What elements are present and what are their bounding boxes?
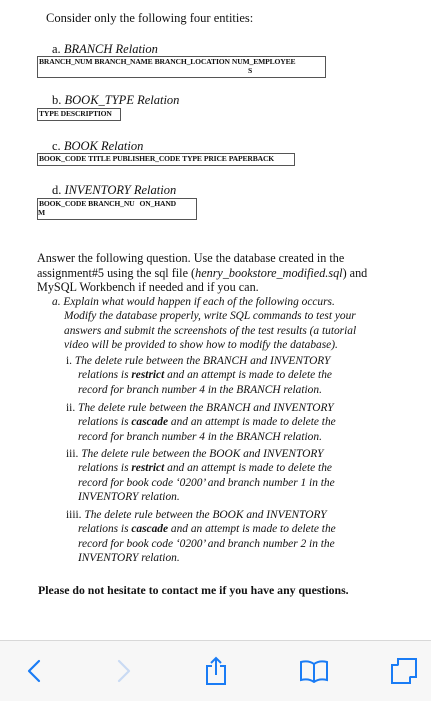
book-type-table-header — [37, 108, 121, 121]
entity-label: b. — [52, 93, 65, 107]
question-line: MySQL Workbench if needed and if you can. — [37, 280, 259, 295]
column-header: TYPE — [182, 154, 202, 163]
column-header: PAPERBACK — [228, 154, 275, 163]
forward-icon[interactable] — [104, 651, 144, 691]
column-header: BRANCH_NU — [88, 199, 135, 208]
book-table-header — [37, 153, 295, 166]
column-header: BRANCH_NUM — [39, 57, 93, 66]
item-text: INVENTORY relation. — [78, 551, 180, 564]
entity-name: BRANCH Relation — [63, 42, 158, 56]
question-text: assignment#5 using the sql file ( — [37, 265, 196, 280]
item-number: i. — [66, 355, 75, 367]
rule-keyword: cascade — [131, 416, 169, 429]
column-header-wrap: S — [248, 66, 253, 75]
bookmarks-icon[interactable] — [294, 651, 334, 691]
item-text: and an attempt is made to delete the — [168, 416, 336, 429]
column-header-wrap: M — [38, 208, 46, 217]
intro-text: Consider only the following four entities: — [46, 11, 254, 25]
column-header: BRANCH_NAME — [94, 57, 153, 66]
column-header: TITLE — [88, 154, 111, 163]
item-text: The delete rule between the BRANCH and INVENTORY — [78, 402, 334, 414]
item-text: record for branch number 4 in the BRANCH relation. — [78, 430, 322, 443]
entity-branch-title — [52, 42, 158, 57]
item-number: iii. — [66, 448, 82, 460]
task-line: Modify the database properly, write SQL commands to test your — [64, 310, 356, 323]
question-line: Answer the following question. Use the database created in the — [37, 251, 345, 265]
item-text: The delete rule between the BOOK and INVENTORY — [81, 448, 324, 460]
column-header: DESCRIPTION — [60, 109, 112, 118]
task-line: a. Explain what would happen if each of the following occurs. — [52, 296, 335, 308]
item-text: record for branch number 4 in the BRANCH relation. — [78, 383, 322, 396]
entity-inventory-title — [52, 183, 176, 198]
item-text: The delete rule between the BRANCH and INVENTORY — [74, 355, 331, 367]
item-text: INVENTORY relation. — [78, 490, 180, 503]
entity-label: c. — [52, 139, 64, 153]
column-header: NUM_EMPLOYEE — [231, 57, 296, 66]
item-text: The delete rule between the BOOK and INVENTORY — [84, 509, 327, 521]
entity-book-type-title — [52, 93, 179, 108]
entity-name: INVENTORY Relation — [64, 183, 177, 197]
item-text: record for book code ‘0200’ and branch number 1 in the — [78, 476, 335, 489]
column-header: BOOK_CODE — [39, 154, 87, 163]
entity-book-title — [52, 139, 143, 154]
list-item — [66, 447, 396, 504]
list-item — [66, 354, 396, 397]
column-header: TYPE — [39, 109, 59, 118]
entity-name: BOOK Relation — [63, 139, 144, 153]
column-header: PUBLISHER_CODE — [112, 154, 181, 163]
share-icon[interactable] — [196, 651, 236, 691]
back-icon[interactable] — [14, 651, 54, 691]
item-text: and an attempt is made to delete the — [168, 523, 336, 536]
question-paragraph — [37, 251, 377, 295]
rule-keyword: cascade — [131, 523, 169, 536]
rule-keyword: restrict — [131, 369, 165, 382]
column-header: BOOK_CODE — [39, 199, 87, 208]
question-text: ) and — [342, 265, 368, 280]
rule-keyword: restrict — [131, 462, 165, 475]
item-text: relations is — [78, 416, 132, 429]
entity-label: a. — [52, 42, 64, 56]
list-item — [66, 508, 396, 565]
item-text: and an attempt is made to delete the — [164, 462, 332, 475]
bottom-toolbar — [0, 640, 431, 701]
task-line: video will be provided to show how to modify the database). — [64, 338, 338, 351]
branch-table-header — [37, 56, 326, 78]
entity-name: BOOK_TYPE Relation — [64, 93, 180, 107]
item-number: iiii. — [66, 509, 85, 521]
item-number: ii. — [66, 402, 79, 414]
closing-note: Please do not hesitate to contact me if you have any questions. — [38, 583, 349, 597]
list-item — [66, 401, 396, 444]
question-line — [37, 266, 377, 281]
task-line: answers and submit the screenshots of the test results (a tutorial — [64, 324, 357, 337]
item-text: and an attempt is made to delete the — [164, 369, 332, 382]
task-a — [52, 295, 392, 352]
column-header: BRANCH_LOCATION — [154, 57, 230, 66]
column-header: PRICE — [203, 154, 227, 163]
item-text: record for book code ‘0200’ and branch number 2 in the — [78, 537, 335, 550]
sql-file-name: henry_bookstore_modified.sql — [195, 265, 343, 280]
item-text: relations is — [78, 523, 132, 536]
item-text: relations is — [78, 462, 132, 475]
entity-label: d. — [52, 183, 65, 197]
tabs-icon[interactable] — [384, 651, 424, 691]
inventory-table-header — [37, 198, 197, 220]
column-header: ON_HAND — [139, 199, 176, 208]
item-text: relations is — [78, 369, 132, 382]
